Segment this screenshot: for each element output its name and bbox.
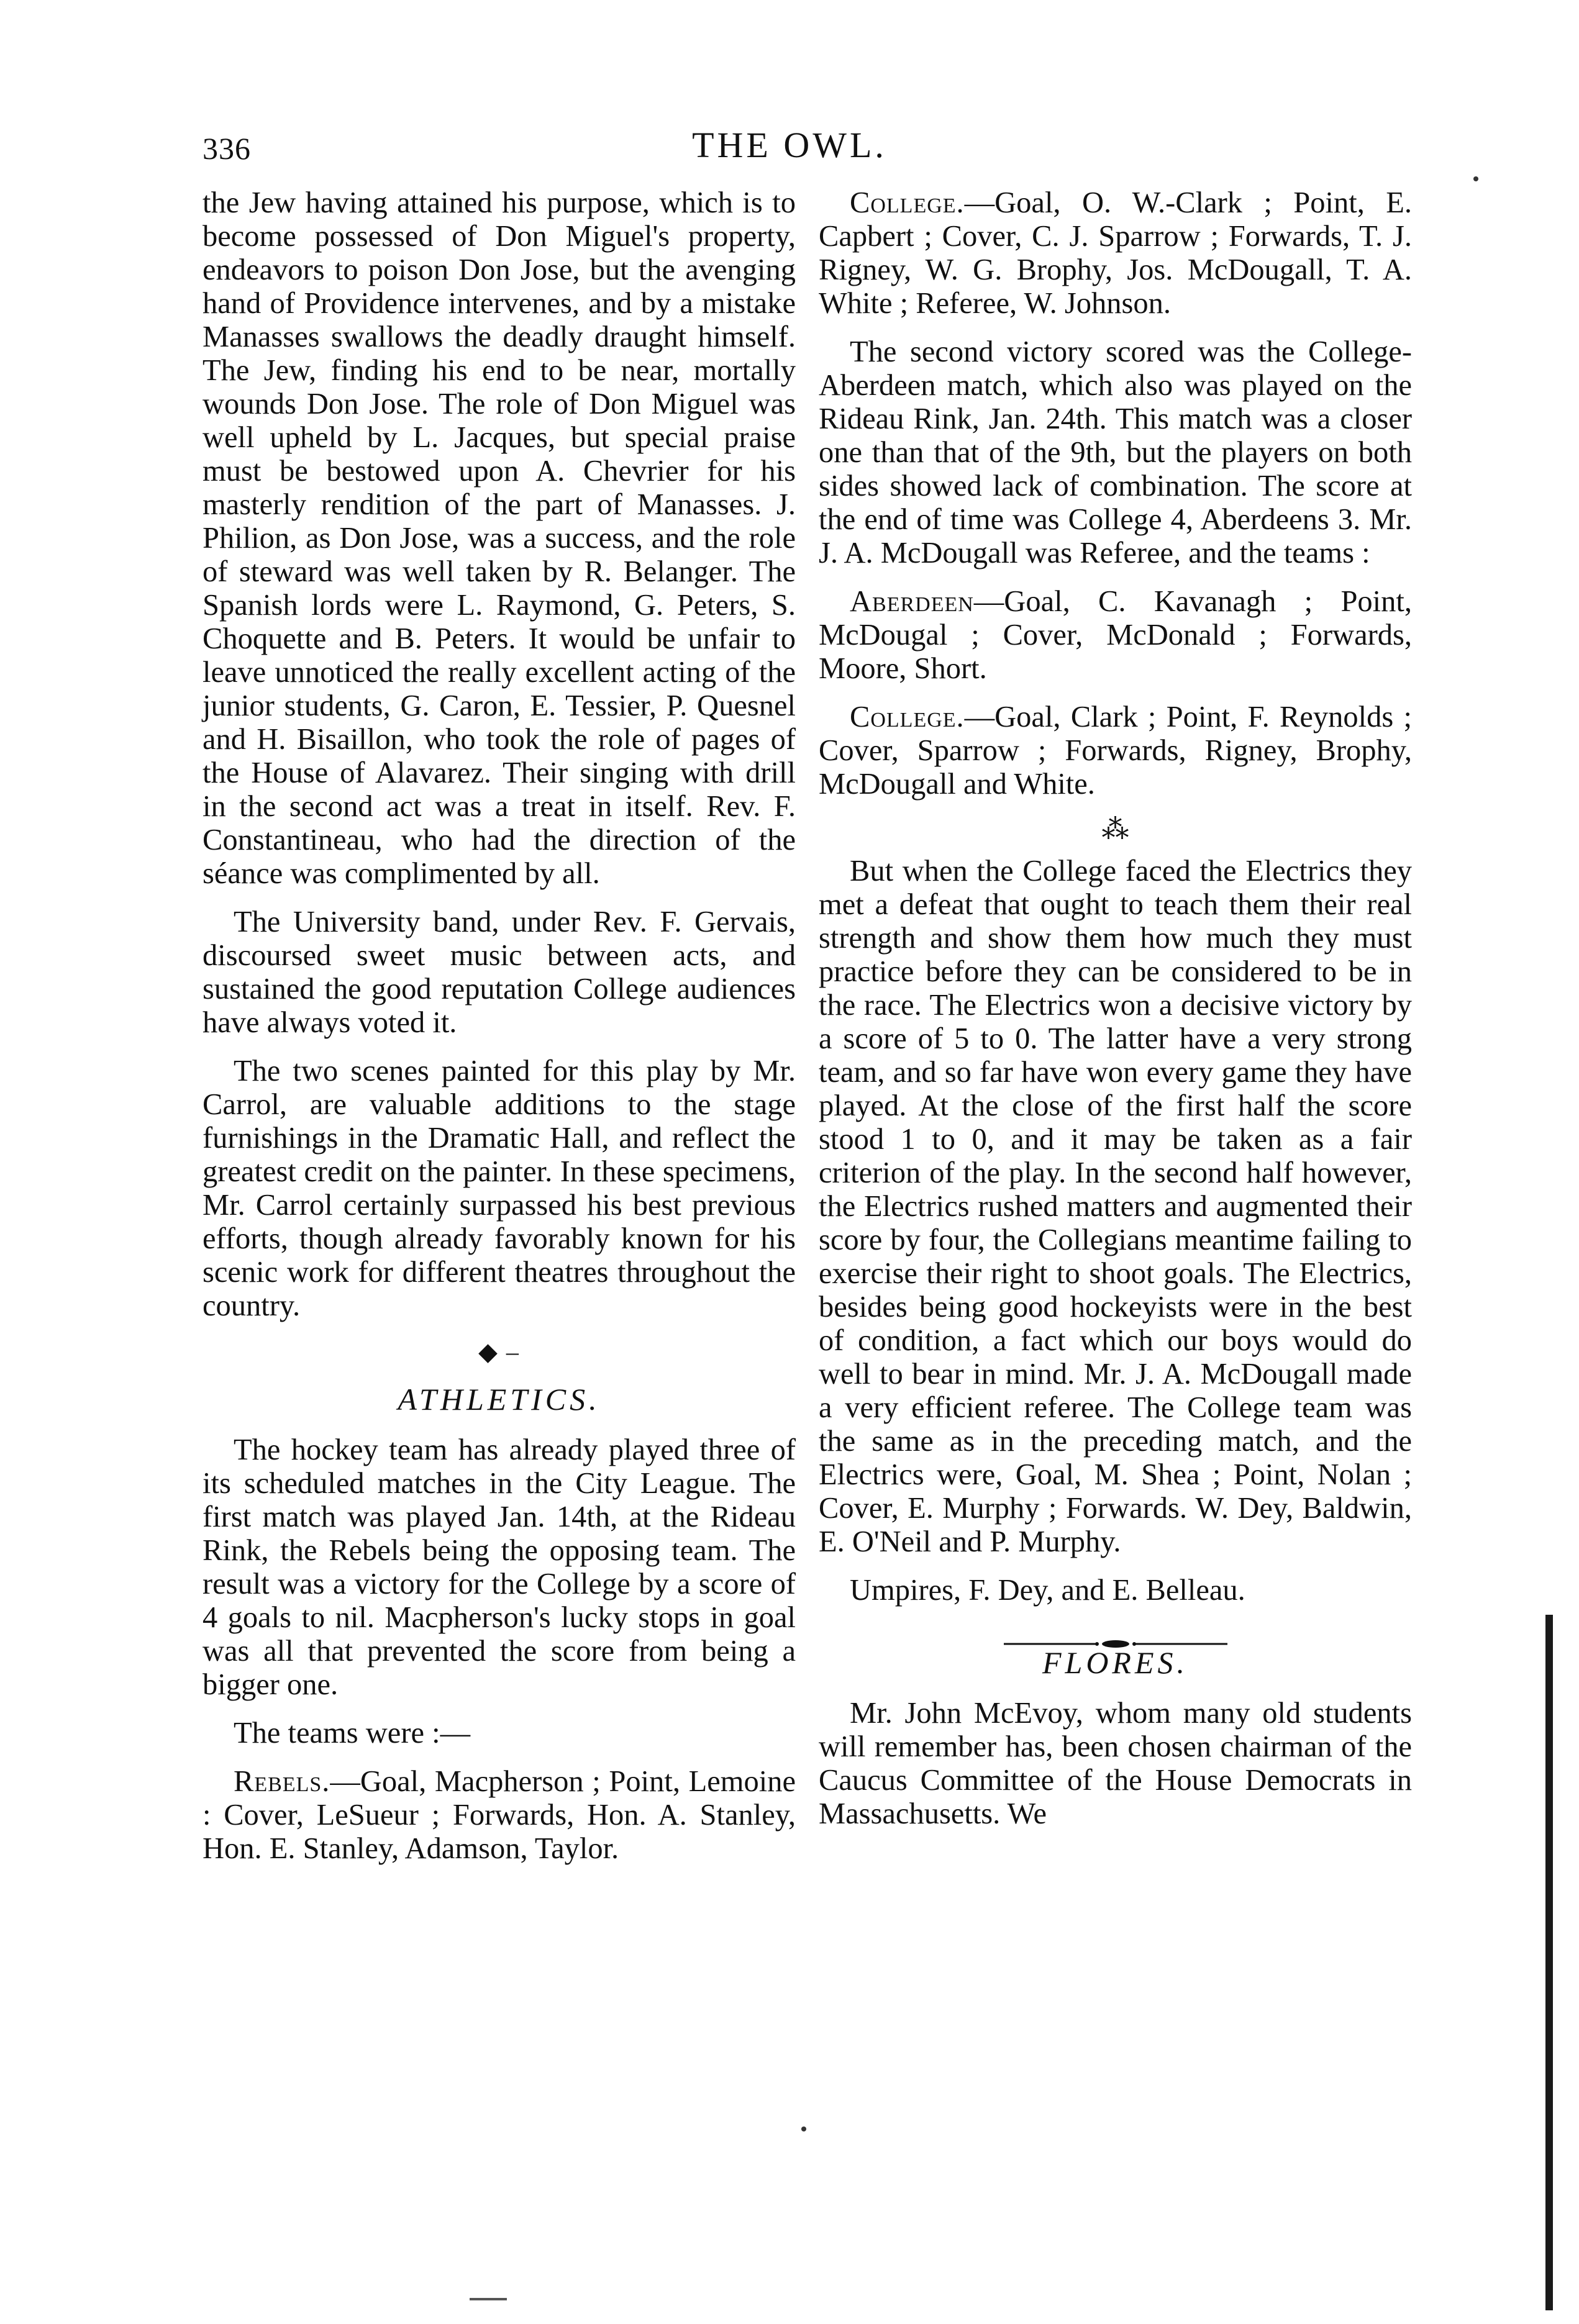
left-paragraph-5: The teams were :—	[234, 1717, 471, 1750]
page-number: 336	[202, 131, 251, 166]
college-label-1: College.	[850, 186, 965, 219]
umpires-line: Umpires, F. Dey, and E. Belleau.	[850, 1574, 1245, 1607]
rebels-lineup	[202, 1765, 796, 1866]
ornamental-rule	[819, 1622, 1412, 1631]
scan-speck	[1473, 176, 1478, 181]
scan-bottom-mark	[470, 2298, 507, 2300]
right-paragraph-7: Mr. John McEvoy, whom many old students will remember has, been chosen chairman of the Caucus Committee of the House Democrats in Massachusetts. We	[819, 1697, 1412, 1830]
scan-margin-bar	[1545, 1615, 1553, 2310]
college-lineup-1	[819, 186, 1412, 320]
aberdeen-text: —Goal, C. Kavanagh ; Point, McDougal ; Cover, McDonald ; Forwards, Moore, Short.	[819, 585, 1412, 685]
flores-heading: FLORES.	[1042, 1645, 1189, 1680]
left-paragraph-4: The hockey team has already played three of its scheduled matches in the City League. The first match was played Jan. 14th, at the Rideau Rink, the Rebels being the opposing team. The result was a victory for the College by a score of 4 goals to nil. Macpherson's lucky stops in goal was all that prevented the score from being a bigger one.	[202, 1433, 796, 1701]
aberdeen-lineup	[819, 585, 1412, 686]
left-paragraph-1: the Jew having attained his purpose, which is to become possessed of Don Miguel's property, endeavors to poison Don Jose, but the avenging hand of Providence intervenes, and by a mistake Manasses swallows the deadly draught himself. The Jew, finding his end to be near, mortally wounds Don Jose. The role of Don Miguel was well upheld by L. Jacques, but special praise must be bestowed upon A. Chevrier for his masterly rendition of the part of Manasses. J. Philion, as Don Jose, was a success, and the role of steward was well taken by R. Belanger. The Spanish lords were L. Raymond, G. Peters, S. Choquette and B. Peters. It would be unfair to leave unnoticed the really excellent acting of the junior students, G. Caron, E. Tessier, P. Quesnel and H. Bisaillon, who took the role of pages of the House of Alavarez. Their singing with drill in the second act was a treat in itself. Rev. F. Constantineau, who had the direction of the séance was complimented by all.	[202, 186, 796, 890]
right-paragraph-2: The second victory scored was the College-Aberdeen match, which also was played on the Rideau Rink, Jan. 24th. This match was a closer one than that of the 9th, but the players on both sides showed lack of combination. The score at the end of time was College 4, Aberdeens 3. Mr. J. A. McDougall was Referee, and the teams :	[819, 335, 1412, 570]
running-title: THE OWL.	[692, 125, 887, 165]
right-paragraph-5: But when the College faced the Electrics they met a defeat that ought to teach them their real strength and show them how much they must practice before they can be considered to be in the race. The Electrics won a decisive victory by a score of 5 to 0. The latter have a very strong team, and so far have won every game they have played. At the close of the first half the score stood 1 to 0, and it may be taken as a fair criterion of the play. In the second half however, the Electrics rushed matters and augmented their score by four, the Collegians meantime failing to exercise their right to shoot goals. The Electrics, besides being good hockeyists were in the best of condition, a fact which our boys would do well to bear in mind. Mr. J. A. McDougall made a very efficient referee. The College team was the same as in the preceding match, and the Electrics were, Goal, M. Shea ; Point, Nolan ; Cover, E. Murphy ; Forwards. W. Dey, Baldwin, E. O'Neil and P. Murphy.	[819, 855, 1412, 1558]
college-label-2: College.	[850, 701, 965, 733]
athletics-heading: ATHLETICS.	[398, 1382, 601, 1417]
rebels-label: Rebels.	[234, 1765, 330, 1798]
college-text-2: —Goal, Clark ; Point, F. Reynolds ; Cover, Sparrow ; Forwards, Rigney, Brophy, McDougall and White.	[819, 701, 1412, 801]
rebels-text: —Goal, Macpherson ; Point, Lemoine : Cover, LeSueur ; Forwards, Hon. A. Stanley, Hon. E. Stanley, Adamson, Taylor.	[202, 1765, 796, 1865]
aberdeen-label: Aberdeen	[850, 585, 974, 618]
section-ornament: ◆ –	[478, 1338, 520, 1366]
left-paragraph-3: The two scenes painted for this play by Mr. Carrol, are valuable additions to the stage furnishings in the Dramatic Hall, and reflect the greatest credit on the painter. In these specimens, Mr. Carrol certainly surpassed his best previous efforts, though already favorably known for his scenic work for different theatres throughout the country.	[202, 1055, 796, 1322]
left-column	[202, 186, 796, 1881]
asterism-divider: ⁂	[1101, 814, 1129, 845]
left-paragraph-2: The University band, under Rev. F. Gervais, discoursed sweet music between acts, and sustained the good reputation College audiences have always voted it.	[202, 906, 796, 1039]
college-text-1: —Goal, O. W.-Clark ; Point, E. Capbert ; Cover, C. J. Sparrow ; Forwards, T. J. Rigney, W. G. Brophy, Jos. McDougall, T. A. White ; Referee, W. Johnson.	[819, 186, 1412, 320]
scan-speck	[801, 2127, 806, 2131]
college-lineup-2	[819, 701, 1412, 801]
right-column	[819, 186, 1412, 1846]
